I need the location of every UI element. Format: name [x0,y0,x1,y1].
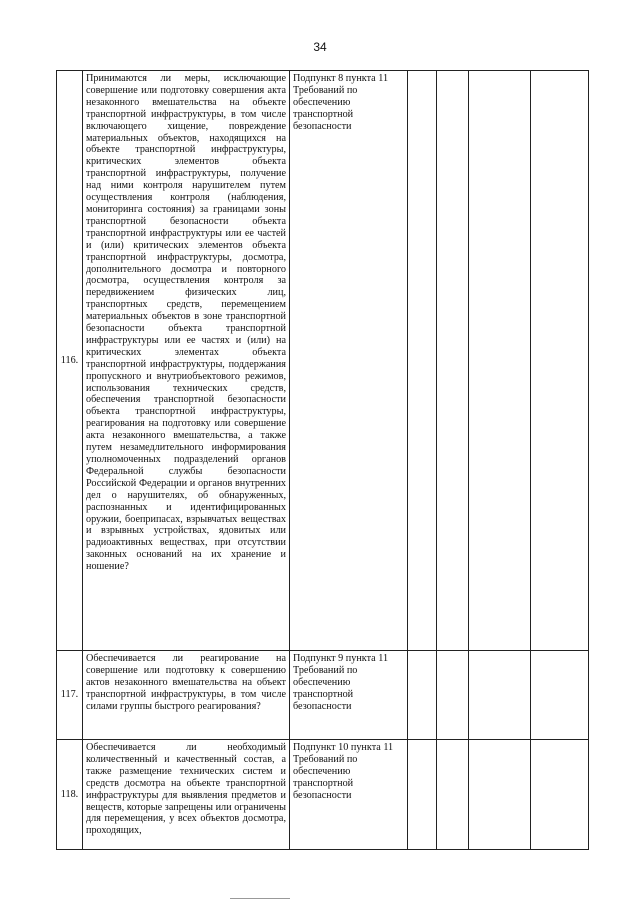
row-number: 116. [57,71,83,651]
page-number: 34 [313,40,327,54]
row-number: 117. [57,651,83,740]
question-text-content: Обеспечивается ли необходимый количественный и качественный состав, а также размещение технических систем и средств досмотра на объекте транспортной инфраструктуры для выявления предметов и веществ, которые запрещены или ограничены для перемещения, у всех объектов досмотра, проходящих, [86,742,286,837]
question-text: Принимаются ли меры, исключающие совершение или подготовку совершения акта незаконного вмешательства на объекте транспортной инфраструктуры, в том числе включающего хищение, повреждение материальных объектов, находящихся на объекте транспортной инфраструктуры, критических элементов объекта транспортной инфраструктуры, получение над ними контроля нарушителем путем осуществления контроля (наблюдения, мониторинга состояния) за границами зоны транспортной безопасности объекта транспортной инфраструктуры или ее частей и (или) критических элементов объекта транспортной инфраструктуры, досмотра, дополнительного досмотра и повторного досмотра, осуществления контроля за передвижением физических лиц, транспортных средств, перемещением материальных объектов в зоне транспортной безопасности объекта транспортной инфраструктуры или ее частях и (или) на критических элементах объекта транспортной инфраструктуры, поддержания пропускного и внутриобъектового режимов, использования технических средств, обеспечения транспортной безопасности объекта транспортной инфраструктуры, реагирования на подготовку или совершение акта незаконного вмешательства, а также путем незамедлительного информирования уполномоченных подразделений органов Федеральной службы безопасности Российской Федерации и органов внутренних дел о нарушителях, об обнаруженных, распознанных и идентифицированных оружии, боеприпасах, взрывчатых веществах и взрывных устройствах, ядовитых или радиоактивных веществах, при отсутствии законных оснований на их хранение и ношение? [83,71,290,651]
question-text: Обеспечивается ли реагирование на совершение или подготовку к совершению актов незаконного вмешательства на объект транспортной инфраструктуры, в том числе силами группы быстрого реагирования? [83,651,290,740]
legal-reference: Подпункт 9 пункта 11 Требований по обеспечению транспортной безопасности [290,651,408,740]
answer-cell-no[interactable] [437,71,469,651]
row-number: 118. [57,740,83,850]
answer-cell-not-applicable[interactable] [469,71,531,651]
notes-cell[interactable] [531,71,589,651]
answer-cell-not-applicable[interactable] [469,740,531,850]
notes-cell[interactable] [531,740,589,850]
table-row [57,740,589,850]
scan-artifact-line [230,898,290,899]
answer-cell-yes[interactable] [408,740,437,850]
legal-reference: Подпункт 8 пункта 11 Требований по обеспечению транспортной безопасности [290,71,408,651]
table-row [57,651,589,740]
answer-cell-not-applicable[interactable] [469,651,531,740]
legal-reference: Подпункт 10 пункта 11 Требований по обеспечению транспортной безопасности [290,740,408,850]
answer-cell-no[interactable] [437,651,469,740]
notes-cell[interactable] [531,651,589,740]
answer-cell-yes[interactable] [408,651,437,740]
question-text [83,740,290,850]
answer-cell-yes[interactable] [408,71,437,651]
table-row [57,71,589,651]
answer-cell-no[interactable] [437,740,469,850]
requirements-checklist-table [56,70,589,850]
